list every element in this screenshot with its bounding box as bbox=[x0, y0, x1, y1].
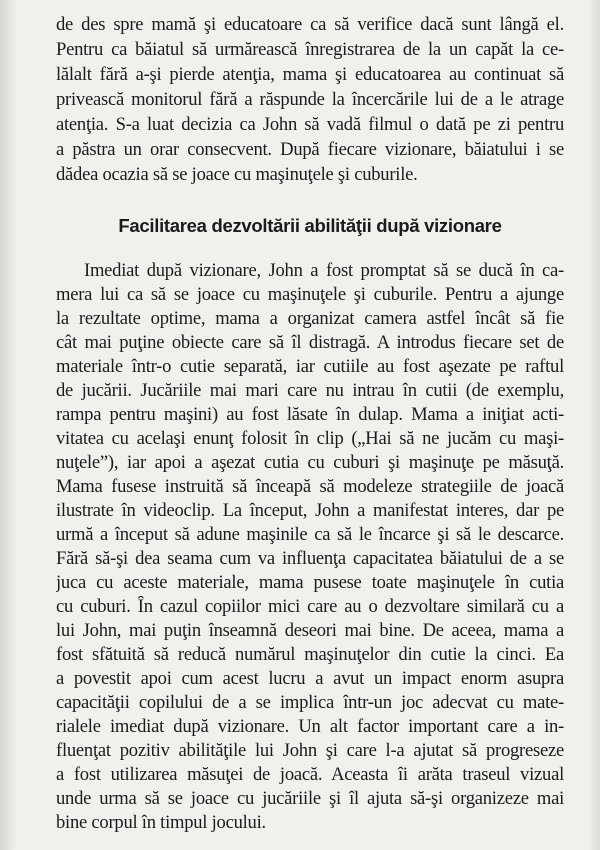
text-line: a fost utilizarea măsuţei de joacă. Aceasta îi arăta traseul vizual bbox=[56, 764, 564, 785]
text-line: fluenţat pozitiv abilităţile lui John şi care l-a ajutat să progreseze bbox=[56, 740, 564, 761]
text-line: la rezultate optime, mama a organizat camera astfel încât să fie bbox=[56, 308, 564, 329]
text-line: ilustrate în videoclip. La început, John a manifestat interes, dar pe bbox=[56, 500, 564, 521]
text-line: a păstra un orar consecvent. După fiecare vizionare, băiatului i se bbox=[56, 139, 564, 160]
text-line: cu cuburi. În cazul copiilor mici care au o dezvoltare similară cu a bbox=[56, 596, 564, 617]
text-line: rialele imediat după vizionare. Un alt factor important care a in- bbox=[56, 716, 564, 737]
text-line: unde urma să se joace cu jucăriile şi îl ajuta să-şi organizeze mai bbox=[56, 788, 564, 809]
text-line: de des spre mamă şi educatoare ca să verifice dacă sunt lângă el. bbox=[56, 14, 564, 35]
text-line: de jucării. Jucăriile mai mari care nu intrau în cutii (de exemplu, bbox=[56, 380, 564, 401]
text-line: bine corpul în timpul jocului. bbox=[56, 812, 266, 833]
text-line: lălalt fără a-şi pierde atenţia, mama şi educatoarea au continuat să bbox=[56, 64, 564, 85]
text-line: juca cu aceste materiale, mama pusese toate maşinuţele în cutia bbox=[56, 572, 564, 593]
text-line: privească monitorul fără a răspunde la încercările lui de a le atrage bbox=[56, 89, 564, 110]
text-line: a povestit apoi cum acest lucru a avut un impact enorm asupra bbox=[56, 668, 564, 689]
text-line: dădea ocazia să se joace cu maşinuţele şi cuburile. bbox=[56, 164, 418, 185]
text-line: Pentru ca băiatul să urmărească înregistrarea de la un capăt la ce- bbox=[56, 39, 564, 60]
section-heading: Facilitarea dezvoltării abilităţii după vizionare bbox=[118, 215, 502, 236]
text-line: vitatea cu acelaşi enunţ folosit în clip („Hai să ne jucăm cu maşi- bbox=[56, 428, 564, 449]
text-line: materiale într-o cutie separată, iar cutiile au fost aşezate pe raftul bbox=[56, 356, 564, 377]
text-line: cât mai puţine obiecte care să îl distragă. A introdus fiecare set de bbox=[56, 332, 564, 353]
text-line: capacităţii copilului de a se implica într-un joc adecvat cu mate- bbox=[56, 692, 564, 713]
text-line: rampa pentru maşini) au fost lăsate în dulap. Mama a iniţiat acti- bbox=[56, 404, 564, 425]
text-line: Fără să-şi dea seama cum va influenţa capacitatea băiatului de a se bbox=[56, 548, 564, 569]
text-line: fost sfătuită să reducă numărul maşinuţelor din cutie la cinci. Ea bbox=[56, 644, 564, 665]
text-line: Imediat după vizionare, John a fost promptat să se ducă în ca- bbox=[84, 260, 564, 281]
page-gutter-shadow bbox=[0, 0, 16, 850]
text-line: lui John, mai puţin înseamnă deseori mai bine. De aceea, mama a bbox=[56, 620, 564, 641]
page-edge-shadow bbox=[588, 0, 600, 850]
text-line: mera lui ca să se joace cu maşinuţele şi cuburile. Pentru a ajunge bbox=[56, 284, 564, 305]
text-line: Mama fusese instruită să înceapă să modeleze strategiile de joacă bbox=[56, 476, 564, 497]
text-line: urmă a început să adune maşinile ca să le încarce şi să le descarce. bbox=[56, 524, 564, 545]
text-line: atenţia. S-a luat decizia ca John să vadă filmul o dată pe zi pentru bbox=[56, 114, 564, 135]
text-line: nuţele”), iar apoi a aşezat cutia cu cuburi şi maşinuţe pe măsuţă. bbox=[56, 452, 564, 473]
